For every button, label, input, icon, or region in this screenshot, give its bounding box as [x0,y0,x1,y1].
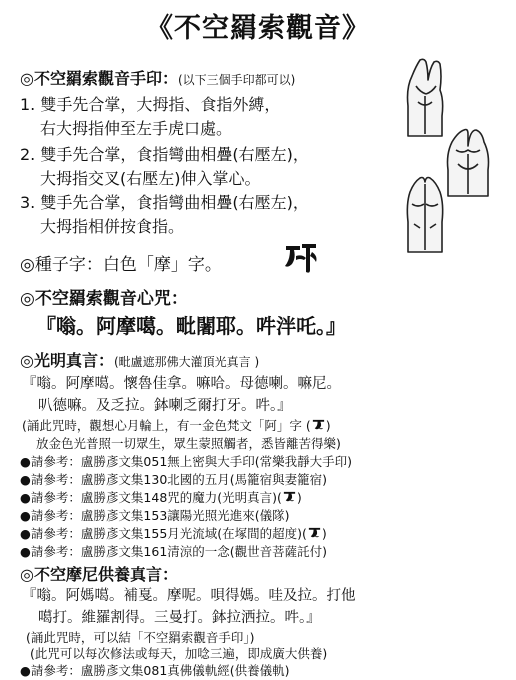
light-mantra-heading-text: ◎光明真言： [20,351,114,370]
page-title: 《不空羂索觀音》 [146,13,370,44]
light-mantra-line-2: 叭德嘛。及乏拉。鉢喇乏爾打牙。吽。』 [38,398,292,414]
hand-mudra-3-icon [398,174,452,254]
offering-mantra-line-1: 『嗡。阿媽噶。補戛。摩呢。唄得媽。哇及拉。打他 [22,588,356,604]
heart-mantra-text: 『嗡。阿摩噶。毗闍耶。吽泮吒。』 [36,314,346,338]
light-mantra-line-1: 『嗡。阿摩噶。懷魯佳拿。嘛哈。母德喇。嘛尼。 [22,376,341,392]
offering-mantra-note-1: (誦此咒時，可以結「不空羂索觀音手印」) [26,630,255,645]
ref-item [20,524,327,542]
light-mantra-note-1 [22,416,331,434]
mudra-line-3: 3. 雙手先合掌，食指彎曲相疊(右壓左)， [20,193,309,212]
mudra-line-1: 1. 雙手先合掌，大拇指、食指外縛， [20,95,281,114]
offering-mantra-heading: ◎不空摩尼供養真言： [20,565,178,584]
mudra-line-1b: 右大拇指伸至左手虎口處。 [40,119,233,138]
ref-item [20,488,302,506]
offering-mantra-line-2: 噶打。維羅割得。三曼打。鉢拉洒拉。吽。』 [38,610,321,626]
mudra-line-2b: 大拇指交叉(右壓左)伸入掌心。 [40,169,261,188]
ref-item: ●請參考：盧勝彥文集051無上密與大手印(常樂我靜大手印) [20,454,353,469]
siddham-a-icon [282,489,297,504]
light-mantra-note-1-text: (誦此咒時，觀想心月輪上，有一金色梵文「阿」字 ( [22,418,311,433]
siddham-a-icon [311,417,326,432]
mudra-heading-note: (以下三個手印都可以) [177,73,296,87]
light-mantra-note-2: 放金色光普照一切眾生，眾生蒙照觸者，悉皆離苦得樂) [36,436,341,451]
ref-item-close: ) [321,526,327,541]
light-mantra-note-1-close: ) [325,418,331,433]
ref-item-text: ●請參考：盧勝彥文集155月光流域(在塚間的超度)( [20,526,307,541]
ref-item: ●請參考：盧勝彥文集161清涼的一念(觀世音菩薩託付) [20,544,328,559]
light-mantra-heading-note: (毗盧遮那佛大灌頂光真言 ) [113,355,260,369]
mudra-heading [20,66,295,89]
mudra-line-2: 2. 雙手先合掌，食指彎曲相疊(右壓左)， [20,145,309,164]
siddham-seed-syllable-icon [282,238,320,276]
offering-mantra-note-2: (此咒可以每次修法或每天，加唸三遍，即成廣大供養) [30,646,328,661]
ref-item-text: ●請參考：盧勝彥文集148咒的魔力(光明真言)( [20,490,282,505]
mudra-heading-text: ◎不空羂索觀音手印： [20,69,178,88]
heart-mantra-heading: ◎不空羂索觀音心咒： [20,289,188,309]
ref-item: ●請參考：盧勝彥文集130北國的五月(馬籠宿與妻籠宿) [20,472,328,487]
seed-syllable-line: ◎種子字：白色「摩」字。 [20,255,222,275]
siddham-a-icon [307,525,322,540]
mudra-line-3b: 大拇指相併按食指。 [40,217,185,236]
ref-item: ●請參考：盧勝彥文集081真佛儀軌經(供養儀軌) [20,663,290,678]
light-mantra-heading [20,348,259,371]
ref-item-close: ) [296,490,302,505]
ref-item: ●請參考：盧勝彥文集153讓陽光照光進來(儀隊) [20,508,290,523]
